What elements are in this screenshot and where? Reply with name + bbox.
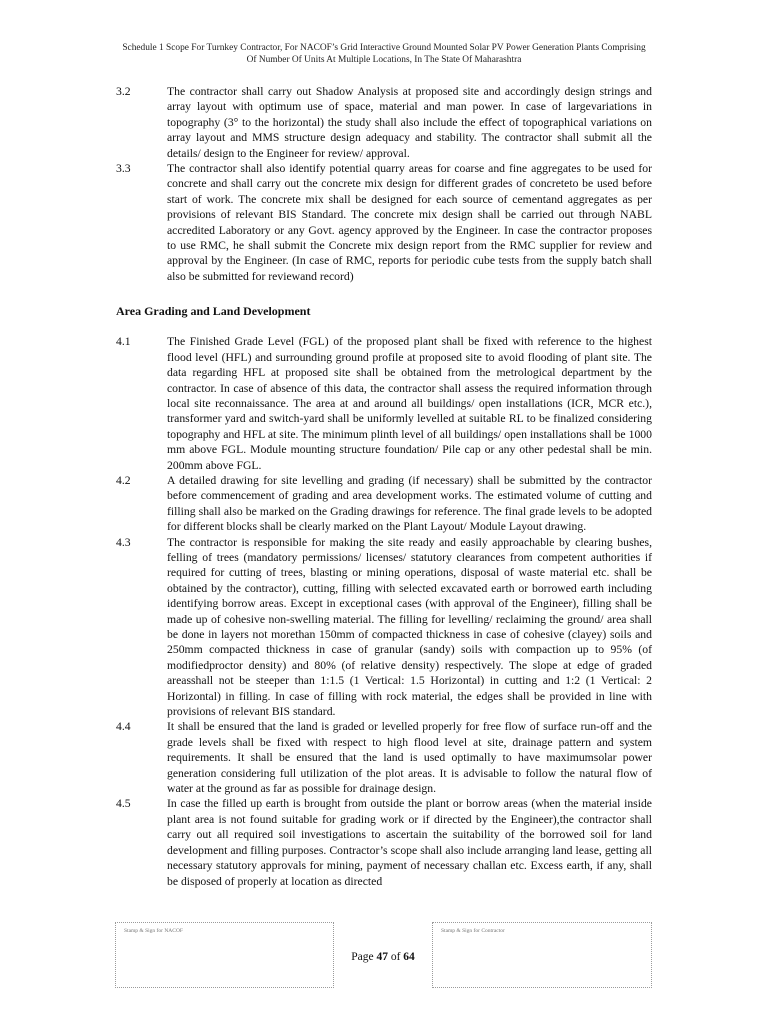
clause-number: 4.5 <box>116 797 131 811</box>
clause-number: 4.4 <box>116 720 131 734</box>
stamp-box-contractor <box>432 922 652 988</box>
clause-text: The Finished Grade Level (FGL) of the proposed plant shall be fixed with reference to the highest flood level (HFL) and surrounding ground profile at proposed site to avoid flooding of plant site. The data regarding HFL at proposed site shall be obtained from the metrological department by the contractor. In case of absence of this data, the contractor shall assess the required information through local site reconnaissance. The area at and around all buildings/ open installations (ICR, MCR etc.), transformer yard and switch-yard shall be uniformly levelled at suitable RL to be finalized considering topography and HFL at site. The minimum plinth level of all buildings/ open installations shall be 1000 mm above FGL. Module mounting structure foundation/ Pile cap or any other pedestal shall be min. 200mm above FGL. <box>167 335 652 472</box>
clause-number: 3.2 <box>116 85 131 98</box>
clause-number: 4.1 <box>116 335 131 349</box>
clause-3-3 <box>116 161 652 284</box>
clause-4-4 <box>116 719 652 796</box>
clause-number: 4.3 <box>116 535 131 549</box>
page-of: of <box>390 951 401 963</box>
page-total: 64 <box>403 951 415 963</box>
header-line-1: Schedule 1 Scope For Turnkey Contractor, For NACOF’s Grid Interactive Ground Mounted Solar PV Power Generation Plants Comprising <box>122 43 646 53</box>
page-number <box>334 951 432 963</box>
clause-text: The contractor shall carry out Shadow Analysis at proposed site and accordingly design strings and array layout with optimum use of space, material and man power. In case of largevariations in topography (3° to the horizontal) the study shall also include the effect of topographical variations on array layout and MMS structure design adequacy and stability. The contractor shall submit all the details/ design to the Engineer for review/ approval. <box>167 85 652 160</box>
header-line-2: Of Number Of Units At Multiple Locations, In The State Of Maharashtra <box>246 55 522 65</box>
stamp-label-contractor: Stamp & Sign for Contractor <box>441 928 505 934</box>
clause-4-5 <box>116 796 652 888</box>
section-heading: Area Grading and Land Development <box>116 304 311 319</box>
clause-number: 4.2 <box>116 473 131 487</box>
stamp-box-nacof <box>115 922 334 988</box>
clause-text: A detailed drawing for site levelling and grading (if necessary) shall be submitted by the contractor before commencement of grading and area development works. The estimated volume of cutting and filling shall also be marked on the Grading drawings for reference. The final grade levels to be adopted for different blocks shall be clearly marked on the Plant Layout/ Module Layout drawing. <box>167 473 652 534</box>
page-header <box>100 42 668 66</box>
page-current: 47 <box>376 951 388 963</box>
stamp-label-nacof: Stamp & Sign for NACOF <box>124 928 183 934</box>
clause-text: The contractor shall also identify potential quarry areas for coarse and fine aggregates to be used for concrete and shall carry out the concrete mix design for different grades of concreteto be used before start of work. The concrete mix shall be designed for each source of cementand aggregates as per provisions of relevant BIS Standard. The concrete mix design shall be carried out through NABL accredited Laboratory or any Govt. agency approved by the Engineer. In case the contractor proposes to use RMC, he shall submit the Concrete mix design report from the RMC supplier for review and approval by the Engineer. (In case of RMC, reports for periodic cube tests from the supply batch shall also be submitted for reviewand record) <box>167 162 652 283</box>
clause-text: In case the filled up earth is brought from outside the plant or borrow areas (when the material inside plant area is not found suitable for grading work or if directed by the Engineer),the contractor shall carry out all required soil investigations to ascertain the suitability of the borrowed soil for land development and filling purposes. Contractor’s scope shall also include arranging land lease, getting all necessary statutory approvals for mining, payment of necessary challan etc. Excess earth, if any, shall be disposed of properly at location as directed <box>167 797 652 888</box>
document-body <box>116 84 652 889</box>
clause-number: 3.3 <box>116 162 131 176</box>
page-prefix: Page <box>351 951 374 963</box>
clause-text: It shall be ensured that the land is graded or levelled properly for free flow of surface run-off and the grade levels shall be fixed with respect to high flood level at site, drainage pattern and system requirements. It shall be ensured that the land is used optimally to have maximumsolar power generation considering full utilization of the plot areas. It is advisable to follow the natural flow of water at the ground as far as possible for drainage design. <box>167 720 652 796</box>
clause-3-2 <box>116 84 652 161</box>
clause-4-1 <box>116 334 652 473</box>
clause-4-2 <box>116 473 652 535</box>
clause-4-3 <box>116 535 652 720</box>
clause-text: The contractor is responsible for making the site ready and easily approachable by clearing bushes, felling of trees (mandatory permissions/ licenses/ statutory clearances from competent authorities if required for cutting of trees, blasting or mining operations, disposal of waste material etc. shall be obtained by the contractor), cutting, filling with selected excavated earth or borrowed earth including identifying borrow areas. Except in exceptional cases (with approval of the Engineer), filling shall be made up of cohesive non-swelling material. The filling for levelling/ reclaiming the ground/ area shall be done in layers not morethan 150mm of compacted thickness in case of cohesive (clayey) soils and 250mm compacted thickness in case of granular (sandy) soils with compaction up to 95% (of modifiedproctor density) and 80% (of relative density) respectively. The slope at edge of graded areasshall not be steeper than 1:1.5 (1 Vertical: 1.5 Horizontal) in cutting and 1:2 (1 Vertical: 2 Horizontal) in filling. In case of filling with rock material, the edges shall be provided in line with provisions of relevant BIS standard. <box>167 535 652 719</box>
